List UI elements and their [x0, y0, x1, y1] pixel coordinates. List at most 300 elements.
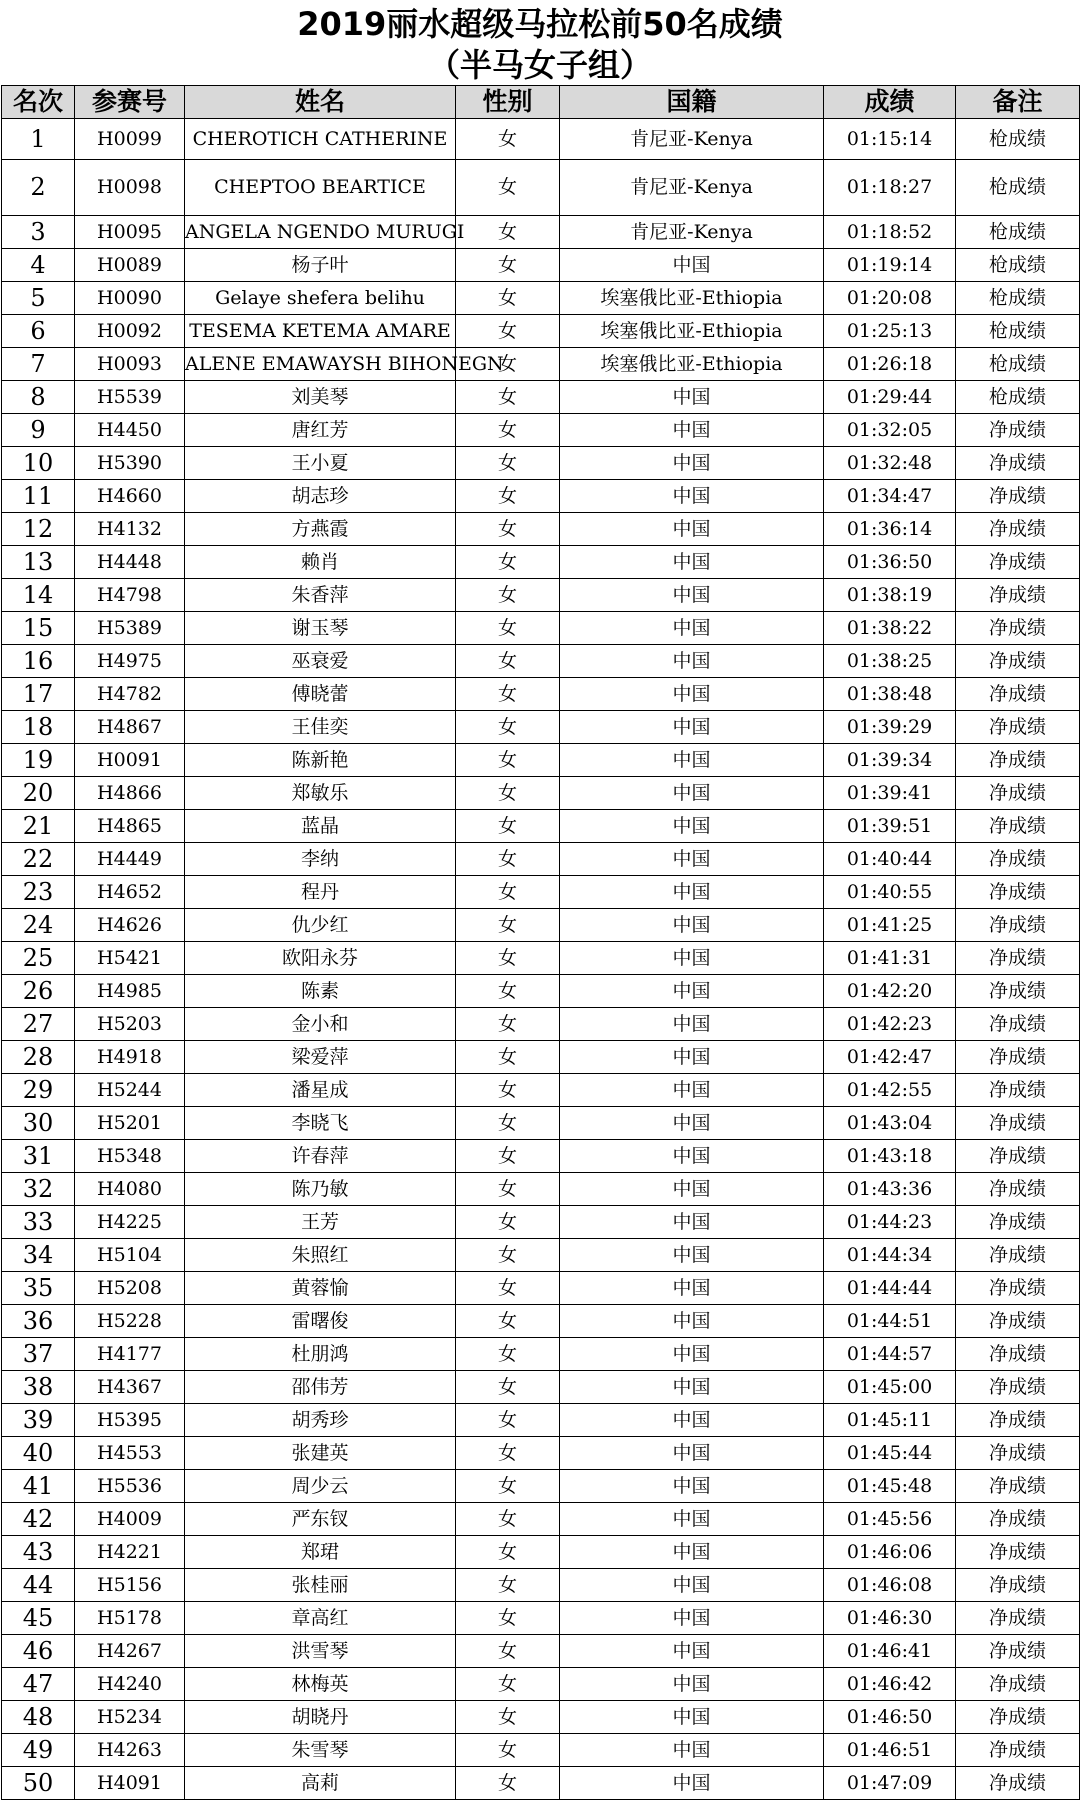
bib-cell: H4918	[75, 1041, 185, 1074]
rank-cell: 15	[2, 612, 75, 645]
bib-cell: H4177	[75, 1338, 185, 1371]
rank-cell: 25	[2, 942, 75, 975]
table-row	[2, 1569, 1080, 1602]
gender-cell: 女	[456, 1140, 560, 1173]
bib-cell: H4867	[75, 711, 185, 744]
time-cell: 01:45:48	[824, 1470, 956, 1503]
table-row	[2, 1140, 1080, 1173]
bib-cell: H5244	[75, 1074, 185, 1107]
time-cell: 01:44:51	[824, 1305, 956, 1338]
bib-cell: H4782	[75, 678, 185, 711]
note-cell: 净成绩	[956, 843, 1080, 876]
bib-cell: H5104	[75, 1239, 185, 1272]
note-cell: 净成绩	[956, 1602, 1080, 1635]
note-cell: 净成绩	[956, 1371, 1080, 1404]
nationality-cell: 中国	[560, 777, 824, 810]
table-row	[2, 1338, 1080, 1371]
note-cell: 净成绩	[956, 579, 1080, 612]
table-row	[2, 1371, 1080, 1404]
gender-cell: 女	[456, 1272, 560, 1305]
nationality-cell: 中国	[560, 1470, 824, 1503]
gender-cell: 女	[456, 1569, 560, 1602]
table-row	[2, 1008, 1080, 1041]
nationality-cell: 中国	[560, 1602, 824, 1635]
name-cell: 谢玉琴	[185, 612, 456, 645]
time-cell: 01:40:44	[824, 843, 956, 876]
results-body	[2, 119, 1080, 1800]
table-row	[2, 282, 1080, 315]
gender-cell: 女	[456, 348, 560, 381]
time-cell: 01:18:52	[824, 216, 956, 249]
note-cell: 净成绩	[956, 1767, 1080, 1800]
name-cell: 朱照红	[185, 1239, 456, 1272]
table-row	[2, 1635, 1080, 1668]
note-cell: 净成绩	[956, 744, 1080, 777]
time-cell: 01:36:50	[824, 546, 956, 579]
rank-cell: 49	[2, 1734, 75, 1767]
name-cell: 李纳	[185, 843, 456, 876]
table-row	[2, 480, 1080, 513]
note-cell: 净成绩	[956, 810, 1080, 843]
rank-cell: 8	[2, 381, 75, 414]
rank-cell: 48	[2, 1701, 75, 1734]
table-row	[2, 348, 1080, 381]
bib-cell: H4798	[75, 579, 185, 612]
nationality-cell: 中国	[560, 1503, 824, 1536]
nationality-cell: 中国	[560, 1140, 824, 1173]
nationality-cell: 中国	[560, 645, 824, 678]
note-cell: 枪成绩	[956, 216, 1080, 249]
note-cell: 枪成绩	[956, 348, 1080, 381]
nationality-cell: 中国	[560, 546, 824, 579]
name-cell: 李晓飞	[185, 1107, 456, 1140]
time-cell: 01:20:08	[824, 282, 956, 315]
rank-cell: 21	[2, 810, 75, 843]
nationality-cell: 埃塞俄比亚-Ethiopia	[560, 282, 824, 315]
note-cell: 净成绩	[956, 1569, 1080, 1602]
nationality-cell: 中国	[560, 1239, 824, 1272]
name-cell: 王芳	[185, 1206, 456, 1239]
bib-cell: H5389	[75, 612, 185, 645]
rank-cell: 14	[2, 579, 75, 612]
header-nationality: 国籍	[560, 86, 824, 119]
gender-cell: 女	[456, 513, 560, 546]
time-cell: 01:41:31	[824, 942, 956, 975]
note-cell: 枪成绩	[956, 119, 1080, 160]
bib-cell: H5234	[75, 1701, 185, 1734]
table-row	[2, 1536, 1080, 1569]
gender-cell: 女	[456, 160, 560, 216]
rank-cell: 3	[2, 216, 75, 249]
bib-cell: H5228	[75, 1305, 185, 1338]
gender-cell: 女	[456, 447, 560, 480]
nationality-cell: 中国	[560, 1173, 824, 1206]
gender-cell: 女	[456, 975, 560, 1008]
rank-cell: 44	[2, 1569, 75, 1602]
bib-cell: H4865	[75, 810, 185, 843]
note-cell: 净成绩	[956, 942, 1080, 975]
table-row	[2, 678, 1080, 711]
bib-cell: H5156	[75, 1569, 185, 1602]
name-cell: 赖肖	[185, 546, 456, 579]
nationality-cell: 中国	[560, 810, 824, 843]
rank-cell: 35	[2, 1272, 75, 1305]
time-cell: 01:36:14	[824, 513, 956, 546]
rank-cell: 24	[2, 909, 75, 942]
name-cell: CHEPTOO BEARTICE	[185, 160, 456, 216]
gender-cell: 女	[456, 480, 560, 513]
time-cell: 01:44:23	[824, 1206, 956, 1239]
rank-cell: 10	[2, 447, 75, 480]
name-cell: 朱香萍	[185, 579, 456, 612]
nationality-cell: 中国	[560, 1206, 824, 1239]
table-row	[2, 1041, 1080, 1074]
rank-cell: 31	[2, 1140, 75, 1173]
name-cell: ALENE EMAWAYSH BIHONEGN	[185, 348, 456, 381]
note-cell: 净成绩	[956, 1041, 1080, 1074]
bib-cell: H0089	[75, 249, 185, 282]
bib-cell: H0093	[75, 348, 185, 381]
rank-cell: 7	[2, 348, 75, 381]
time-cell: 01:39:51	[824, 810, 956, 843]
bib-cell: H5201	[75, 1107, 185, 1140]
note-cell: 净成绩	[956, 1305, 1080, 1338]
nationality-cell: 中国	[560, 942, 824, 975]
header-row	[2, 86, 1080, 119]
note-cell: 净成绩	[956, 1107, 1080, 1140]
name-cell: 张桂丽	[185, 1569, 456, 1602]
bib-cell: H5203	[75, 1008, 185, 1041]
note-cell: 净成绩	[956, 975, 1080, 1008]
name-cell: 傅晓蕾	[185, 678, 456, 711]
time-cell: 01:45:56	[824, 1503, 956, 1536]
rank-cell: 50	[2, 1767, 75, 1800]
page-subtitle: （半马女子组）	[427, 46, 652, 84]
rank-cell: 27	[2, 1008, 75, 1041]
name-cell: 胡秀珍	[185, 1404, 456, 1437]
nationality-cell: 中国	[560, 1404, 824, 1437]
name-cell: 邵伟芳	[185, 1371, 456, 1404]
name-cell: 洪雪琴	[185, 1635, 456, 1668]
page-title: 2019丽水超级马拉松前50名成绩	[297, 5, 783, 43]
time-cell: 01:46:41	[824, 1635, 956, 1668]
table-row	[2, 942, 1080, 975]
name-cell: 金小和	[185, 1008, 456, 1041]
name-cell: 杜朋鸿	[185, 1338, 456, 1371]
table-row	[2, 909, 1080, 942]
gender-cell: 女	[456, 942, 560, 975]
rank-cell: 16	[2, 645, 75, 678]
gender-cell: 女	[456, 843, 560, 876]
table-row	[2, 513, 1080, 546]
time-cell: 01:15:14	[824, 119, 956, 160]
table-row	[2, 975, 1080, 1008]
note-cell: 净成绩	[956, 1635, 1080, 1668]
time-cell: 01:46:42	[824, 1668, 956, 1701]
rank-cell: 5	[2, 282, 75, 315]
rank-cell: 34	[2, 1239, 75, 1272]
table-row	[2, 1107, 1080, 1140]
time-cell: 01:42:55	[824, 1074, 956, 1107]
bib-cell: H5178	[75, 1602, 185, 1635]
nationality-cell: 中国	[560, 1734, 824, 1767]
gender-cell: 女	[456, 1767, 560, 1800]
name-cell: 郑珺	[185, 1536, 456, 1569]
table-row	[2, 1404, 1080, 1437]
bib-cell: H4866	[75, 777, 185, 810]
gender-cell: 女	[456, 810, 560, 843]
note-cell: 净成绩	[956, 1338, 1080, 1371]
rank-cell: 47	[2, 1668, 75, 1701]
name-cell: 蓝晶	[185, 810, 456, 843]
bib-cell: H4091	[75, 1767, 185, 1800]
nationality-cell: 中国	[560, 1107, 824, 1140]
time-cell: 01:19:14	[824, 249, 956, 282]
time-cell: 01:38:25	[824, 645, 956, 678]
name-cell: 黄蓉愉	[185, 1272, 456, 1305]
note-cell: 净成绩	[956, 612, 1080, 645]
gender-cell: 女	[456, 1074, 560, 1107]
nationality-cell: 中国	[560, 1767, 824, 1800]
bib-cell: H4221	[75, 1536, 185, 1569]
time-cell: 01:38:19	[824, 579, 956, 612]
note-cell: 净成绩	[956, 1437, 1080, 1470]
name-cell: 朱雪琴	[185, 1734, 456, 1767]
rank-cell: 6	[2, 315, 75, 348]
name-cell: 唐红芳	[185, 414, 456, 447]
rank-cell: 37	[2, 1338, 75, 1371]
note-cell: 枪成绩	[956, 315, 1080, 348]
table-row	[2, 216, 1080, 249]
table-row	[2, 1734, 1080, 1767]
note-cell: 净成绩	[956, 1140, 1080, 1173]
nationality-cell: 中国	[560, 1272, 824, 1305]
name-cell: 巫衰爱	[185, 645, 456, 678]
name-cell: 胡志珍	[185, 480, 456, 513]
time-cell: 01:29:44	[824, 381, 956, 414]
bib-cell: H4009	[75, 1503, 185, 1536]
name-cell: 陈乃敏	[185, 1173, 456, 1206]
time-cell: 01:45:00	[824, 1371, 956, 1404]
bib-cell: H4367	[75, 1371, 185, 1404]
gender-cell: 女	[456, 1701, 560, 1734]
rank-cell: 9	[2, 414, 75, 447]
time-cell: 01:45:11	[824, 1404, 956, 1437]
rank-cell: 46	[2, 1635, 75, 1668]
name-cell: 王小夏	[185, 447, 456, 480]
note-cell: 净成绩	[956, 1008, 1080, 1041]
note-cell: 净成绩	[956, 1272, 1080, 1305]
rank-cell: 41	[2, 1470, 75, 1503]
table-row	[2, 1437, 1080, 1470]
gender-cell: 女	[456, 678, 560, 711]
rank-cell: 29	[2, 1074, 75, 1107]
rank-cell: 20	[2, 777, 75, 810]
note-cell: 净成绩	[956, 1206, 1080, 1239]
table-row	[2, 315, 1080, 348]
table-row	[2, 1239, 1080, 1272]
nationality-cell: 中国	[560, 480, 824, 513]
name-cell: 章高红	[185, 1602, 456, 1635]
note-cell: 净成绩	[956, 546, 1080, 579]
table-row	[2, 1602, 1080, 1635]
note-cell: 净成绩	[956, 414, 1080, 447]
time-cell: 01:41:25	[824, 909, 956, 942]
note-cell: 净成绩	[956, 909, 1080, 942]
time-cell: 01:39:34	[824, 744, 956, 777]
time-cell: 01:32:48	[824, 447, 956, 480]
bib-cell: H0092	[75, 315, 185, 348]
name-cell: 王佳奕	[185, 711, 456, 744]
nationality-cell: 中国	[560, 579, 824, 612]
table-row	[2, 612, 1080, 645]
note-cell: 净成绩	[956, 678, 1080, 711]
time-cell: 01:39:29	[824, 711, 956, 744]
time-cell: 01:32:05	[824, 414, 956, 447]
table-row	[2, 876, 1080, 909]
nationality-cell: 中国	[560, 1338, 824, 1371]
bib-cell: H4263	[75, 1734, 185, 1767]
rank-cell: 30	[2, 1107, 75, 1140]
note-cell: 净成绩	[956, 447, 1080, 480]
rank-cell: 32	[2, 1173, 75, 1206]
nationality-cell: 中国	[560, 1074, 824, 1107]
name-cell: 梁爱萍	[185, 1041, 456, 1074]
table-row	[2, 160, 1080, 216]
gender-cell: 女	[456, 1668, 560, 1701]
time-cell: 01:44:57	[824, 1338, 956, 1371]
gender-cell: 女	[456, 1338, 560, 1371]
nationality-cell: 中国	[560, 909, 824, 942]
name-cell: 刘美琴	[185, 381, 456, 414]
bib-cell: H4660	[75, 480, 185, 513]
nationality-cell: 中国	[560, 744, 824, 777]
bib-cell: H4449	[75, 843, 185, 876]
gender-cell: 女	[456, 579, 560, 612]
nationality-cell: 中国	[560, 1635, 824, 1668]
bib-cell: H5421	[75, 942, 185, 975]
gender-cell: 女	[456, 1305, 560, 1338]
gender-cell: 女	[456, 909, 560, 942]
name-cell: 程丹	[185, 876, 456, 909]
time-cell: 01:46:51	[824, 1734, 956, 1767]
name-cell: 欧阳永芬	[185, 942, 456, 975]
nationality-cell: 中国	[560, 414, 824, 447]
name-cell: 高莉	[185, 1767, 456, 1800]
gender-cell: 女	[456, 282, 560, 315]
note-cell: 净成绩	[956, 711, 1080, 744]
time-cell: 01:43:18	[824, 1140, 956, 1173]
time-cell: 01:43:04	[824, 1107, 956, 1140]
rank-cell: 1	[2, 119, 75, 160]
bib-cell: H0098	[75, 160, 185, 216]
name-cell: ANGELA NGENDO MURUGI	[185, 216, 456, 249]
note-cell: 枪成绩	[956, 381, 1080, 414]
gender-cell: 女	[456, 249, 560, 282]
table-row	[2, 777, 1080, 810]
nationality-cell: 埃塞俄比亚-Ethiopia	[560, 348, 824, 381]
table-row	[2, 1503, 1080, 1536]
name-cell: 潘星成	[185, 1074, 456, 1107]
time-cell: 01:46:30	[824, 1602, 956, 1635]
bib-cell: H4080	[75, 1173, 185, 1206]
note-cell: 净成绩	[956, 1173, 1080, 1206]
rank-cell: 11	[2, 480, 75, 513]
time-cell: 01:46:06	[824, 1536, 956, 1569]
bib-cell: H5348	[75, 1140, 185, 1173]
nationality-cell: 肯尼亚-Kenya	[560, 160, 824, 216]
time-cell: 01:45:44	[824, 1437, 956, 1470]
table-row	[2, 1272, 1080, 1305]
time-cell: 01:34:47	[824, 480, 956, 513]
rank-cell: 38	[2, 1371, 75, 1404]
gender-cell: 女	[456, 645, 560, 678]
time-cell: 01:42:47	[824, 1041, 956, 1074]
rank-cell: 33	[2, 1206, 75, 1239]
gender-cell: 女	[456, 315, 560, 348]
gender-cell: 女	[456, 1602, 560, 1635]
bib-cell: H5536	[75, 1470, 185, 1503]
gender-cell: 女	[456, 1008, 560, 1041]
rank-cell: 18	[2, 711, 75, 744]
table-row	[2, 810, 1080, 843]
table-row	[2, 1701, 1080, 1734]
bib-cell: H5390	[75, 447, 185, 480]
header-time: 成绩	[824, 86, 956, 119]
name-cell: 周少云	[185, 1470, 456, 1503]
bib-cell: H5208	[75, 1272, 185, 1305]
rank-cell: 28	[2, 1041, 75, 1074]
gender-cell: 女	[456, 1404, 560, 1437]
note-cell: 净成绩	[956, 1503, 1080, 1536]
name-cell: Gelaye shefera belihu	[185, 282, 456, 315]
time-cell: 01:42:20	[824, 975, 956, 1008]
table-row	[2, 1470, 1080, 1503]
rank-cell: 4	[2, 249, 75, 282]
table-row	[2, 1767, 1080, 1800]
rank-cell: 42	[2, 1503, 75, 1536]
table-row	[2, 645, 1080, 678]
rank-cell: 40	[2, 1437, 75, 1470]
nationality-cell: 中国	[560, 843, 824, 876]
bib-cell: H4553	[75, 1437, 185, 1470]
bib-cell: H4450	[75, 414, 185, 447]
rank-cell: 19	[2, 744, 75, 777]
gender-cell: 女	[456, 1734, 560, 1767]
gender-cell: 女	[456, 1173, 560, 1206]
table-row	[2, 744, 1080, 777]
rank-cell: 12	[2, 513, 75, 546]
note-cell: 净成绩	[956, 1668, 1080, 1701]
name-cell: 仇少红	[185, 909, 456, 942]
bib-cell: H5539	[75, 381, 185, 414]
table-row	[2, 447, 1080, 480]
time-cell: 01:44:44	[824, 1272, 956, 1305]
note-cell: 净成绩	[956, 513, 1080, 546]
nationality-cell: 中国	[560, 1041, 824, 1074]
bib-cell: H4652	[75, 876, 185, 909]
gender-cell: 女	[456, 381, 560, 414]
gender-cell: 女	[456, 1239, 560, 1272]
rank-cell: 13	[2, 546, 75, 579]
rank-cell: 23	[2, 876, 75, 909]
gender-cell: 女	[456, 414, 560, 447]
rank-cell: 39	[2, 1404, 75, 1437]
rank-cell: 22	[2, 843, 75, 876]
time-cell: 01:39:41	[824, 777, 956, 810]
rank-cell: 26	[2, 975, 75, 1008]
time-cell: 01:46:50	[824, 1701, 956, 1734]
